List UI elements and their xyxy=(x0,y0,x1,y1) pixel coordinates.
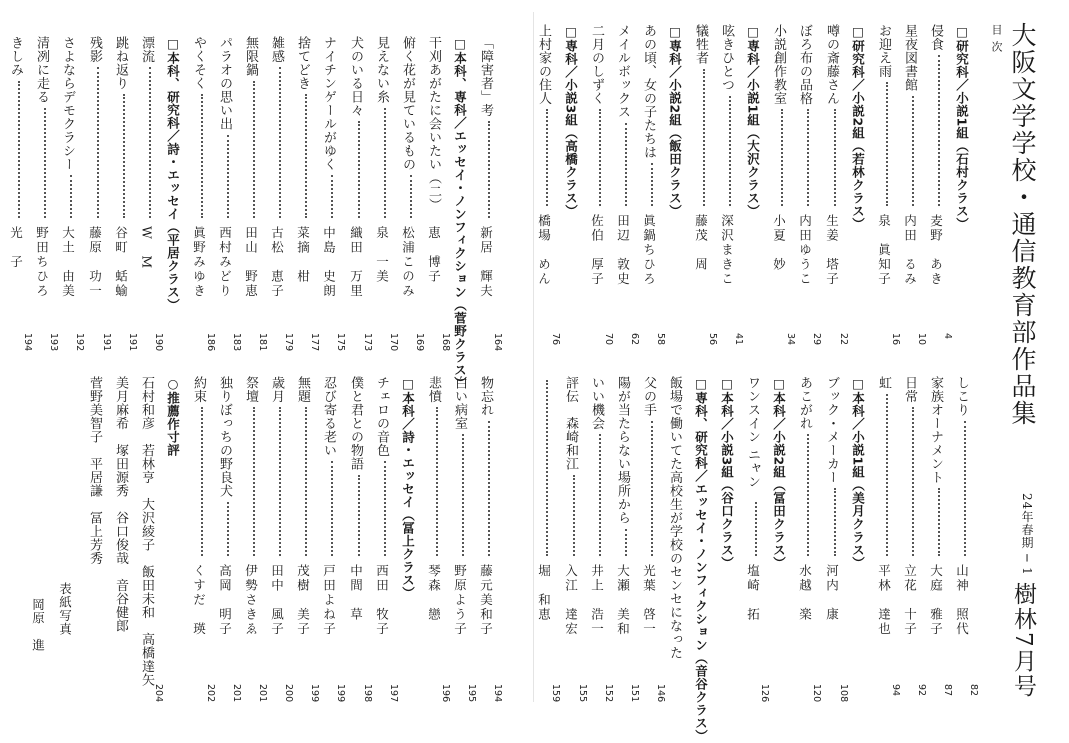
entry-author: 堀 和恵 xyxy=(536,564,552,622)
entry-title: 祭壇 xyxy=(243,376,258,403)
issue-label: 24年春期 ─ 1 xyxy=(1020,493,1034,576)
contents-line: 美月麻希 塚田源秀 谷口俊哉 音谷健郎 xyxy=(113,376,128,633)
entry-title: メイルボックス xyxy=(615,24,630,119)
page-number: 202 xyxy=(205,684,216,703)
page-number: 177 xyxy=(309,333,320,352)
entry-author: 田辺 敦史 xyxy=(615,214,631,287)
section-header: ○推薦作寸評 xyxy=(165,376,181,457)
dot-leader xyxy=(651,421,653,557)
page-number: 58 xyxy=(655,333,666,346)
toc-entry xyxy=(8,0,33,715)
entry-author: 琴森 戀 xyxy=(426,564,442,622)
entry-author: 恵 博子 xyxy=(426,226,442,284)
entry-title: 日常 xyxy=(902,376,917,403)
page-number: 87 xyxy=(942,684,953,697)
entry-title: 干刈あがたに会いたい（二） xyxy=(426,36,441,212)
toc-entry xyxy=(824,0,849,715)
entry-author: 松浦このみ xyxy=(400,226,416,299)
entry-author: 佐伯 厚子 xyxy=(589,214,605,287)
page-number: 159 xyxy=(550,684,561,703)
page-number: 181 xyxy=(257,333,268,352)
page-number: 186 xyxy=(205,333,216,352)
entry-author: 小夏 妙 xyxy=(771,214,787,272)
dot-leader xyxy=(331,461,333,556)
journal-name: 樹林7月号 xyxy=(1010,582,1036,699)
toc-entry xyxy=(563,0,588,715)
entry-author: 藤原 功一 xyxy=(87,226,103,299)
entry-title: 見えない糸 xyxy=(374,36,389,104)
entry-title: ブック・メーカー xyxy=(824,376,839,484)
toc-entry xyxy=(374,0,399,715)
page-number: 168 xyxy=(440,333,451,352)
dot-leader xyxy=(938,488,940,556)
page-number: 197 xyxy=(388,684,399,703)
entry-title: ナイチンゲールがゆく xyxy=(321,36,336,171)
page-number: 173 xyxy=(362,333,373,352)
entry-title: 捨てどき xyxy=(295,36,310,90)
entry-author: 内田ゆうこ xyxy=(797,214,813,287)
entry-author: 生姜 塔子 xyxy=(824,214,840,287)
page-number: 192 xyxy=(74,333,85,352)
entry-author: 古松 恵子 xyxy=(269,226,285,299)
entry-author: 高岡 明子 xyxy=(217,564,233,637)
toc-entry xyxy=(797,0,822,715)
entry-author: 水越 楽 xyxy=(797,564,813,622)
dot-leader xyxy=(834,488,836,556)
page-number: 201 xyxy=(231,684,242,703)
section-header: □専科／小説1組（大沢クラス） xyxy=(745,24,761,218)
toc-entry xyxy=(348,0,373,715)
entry-author: 内田 るみ xyxy=(902,214,918,287)
entry-author: 深沢まきこ xyxy=(719,214,735,287)
toc-entry xyxy=(87,0,112,715)
section-header: □本科、専科／エッセイ・ノンフィクション（菅野クラス） xyxy=(452,36,468,390)
entry-author: 入江 達宏 xyxy=(563,564,579,637)
entry-title: お迎え雨 xyxy=(876,24,891,78)
entry-author: 泉 一美 xyxy=(374,226,390,284)
page-number: 164 xyxy=(492,333,503,352)
entry-author: 茂樹 美子 xyxy=(295,564,311,637)
entry-title: 犠牲者 xyxy=(693,24,708,65)
entry-title: 無題 xyxy=(295,376,310,403)
dot-leader xyxy=(358,475,360,557)
toc-entry xyxy=(295,0,320,715)
dot-leader xyxy=(123,94,125,218)
entry-title: 清冽に走る xyxy=(34,36,49,104)
page-number: 62 xyxy=(629,333,640,346)
section-header: □研究科／小説1組（石村クラス） xyxy=(954,24,970,231)
entry-author: 平林 達也 xyxy=(876,564,892,637)
entry-title: さよならデモクラシー xyxy=(60,36,75,171)
contents-line: 石村和彦 若林亨 大沢綾子 飯田未和 高橋達矢 xyxy=(139,376,154,687)
page-number: 76 xyxy=(550,333,561,346)
page-number: 10 xyxy=(916,333,927,346)
entry-title: あこがれ xyxy=(797,376,812,430)
dot-leader xyxy=(410,175,412,218)
section-header: □研究科／小説2組（若林クラス） xyxy=(850,24,866,231)
dot-leader xyxy=(625,529,627,557)
entry-author: 藤元美和子 xyxy=(478,564,494,637)
entry-title: 無限鍋 xyxy=(243,36,258,77)
entry-author: 中島 史朗 xyxy=(321,226,337,299)
section-header: □専科／小説2組（飯田クラス） xyxy=(667,24,683,218)
entry-author: くすだ 瑛 xyxy=(191,564,207,637)
page-number: 29 xyxy=(811,333,822,346)
entry-author: 大土 由美 xyxy=(60,226,76,299)
page-number: 120 xyxy=(811,684,822,703)
page-number: 4 xyxy=(942,333,953,340)
page-number: 183 xyxy=(231,333,242,352)
section-header: □本科／小説1組（美月クラス） xyxy=(850,376,866,570)
dot-leader xyxy=(703,69,705,207)
dot-leader xyxy=(488,421,490,557)
page-number: 190 xyxy=(153,333,164,352)
entry-title: 小説創作教室 xyxy=(771,24,786,105)
dot-leader xyxy=(227,502,229,557)
entry-title: 忍び寄る老い xyxy=(321,376,336,457)
entry-title: 漂流 xyxy=(139,36,154,63)
dot-leader xyxy=(97,67,99,218)
entry-author: 藤茂 周 xyxy=(693,214,709,272)
dot-leader xyxy=(729,96,731,207)
toc-entry xyxy=(191,0,216,715)
entry-author: 戸田よね子 xyxy=(321,564,337,637)
entry-title: 「障害者」考 xyxy=(478,36,493,117)
section-header: □本科／小説3組（谷口クラス） xyxy=(719,376,735,570)
page-number: 146 xyxy=(655,684,666,703)
entry-author: 伊勢さきゑ xyxy=(243,564,259,637)
entry-author: 光葉 啓一 xyxy=(641,564,657,637)
entry-title: 白い病室 xyxy=(452,376,467,430)
page-number: 155 xyxy=(577,684,588,703)
dot-leader xyxy=(279,407,281,556)
entry-author: 織田 万里 xyxy=(348,226,364,299)
page-number: 191 xyxy=(101,333,112,352)
toc-entry xyxy=(269,0,294,715)
dot-leader xyxy=(201,407,203,556)
page-number: 126 xyxy=(759,684,770,703)
page-number: 94 xyxy=(890,684,901,697)
page-number: 108 xyxy=(838,684,849,703)
section-header: □本科／小説2組（冨田クラス） xyxy=(771,376,787,570)
page-number: 41 xyxy=(733,333,744,346)
entry-author: 野田ちひろ xyxy=(34,226,50,299)
page-number: 34 xyxy=(785,333,796,346)
section-header: □専科、研究科／エッセイ・ノンフィクション（音谷クラス） xyxy=(693,376,709,743)
page-number: 194 xyxy=(492,684,503,703)
entry-author: 光 子 xyxy=(8,226,24,270)
page-number: 193 xyxy=(48,333,59,352)
dot-leader xyxy=(781,109,783,206)
entry-title: 上村家の住人 xyxy=(536,24,551,105)
section-header: □本科／詩・エッセイ（冨上クラス） xyxy=(400,376,416,600)
page-number: 169 xyxy=(414,333,425,352)
dot-leader xyxy=(462,434,464,556)
dot-leader xyxy=(70,175,72,218)
page-number: 92 xyxy=(916,684,927,697)
entry-author: 野原よう子 xyxy=(452,564,468,637)
toc-entry xyxy=(771,0,796,715)
contents-label: 目次 xyxy=(990,24,1003,58)
entry-title: 跳ね返り xyxy=(113,36,128,90)
entry-author: 泉 眞知子 xyxy=(876,214,892,287)
entry-title: 呟きひとつ xyxy=(719,24,734,92)
dot-leader xyxy=(599,434,601,556)
section-header: □本科、研究科／詩・エッセイ（平居クラス） xyxy=(165,36,181,312)
entry-author: 眞野みゆき xyxy=(191,226,207,299)
toc-entry xyxy=(641,0,666,715)
entry-author: 橋場 めん xyxy=(536,214,552,287)
page-number: 175 xyxy=(335,333,346,352)
entry-title: 陽が当たらない場所から xyxy=(615,376,630,525)
entry-title: やくそく xyxy=(191,36,206,90)
entry-title: 犬のいる日々 xyxy=(348,36,363,117)
entry-author: 井上 浩一 xyxy=(589,564,605,637)
entry-title: 悲憤 xyxy=(426,376,441,403)
entry-title: きしみ xyxy=(8,36,23,77)
toc-entry xyxy=(452,0,477,715)
toc-entry xyxy=(478,0,503,715)
entry-title: 家族オーナメント xyxy=(928,376,943,484)
entry-title: 約束 xyxy=(191,376,206,403)
entry-title: パラオの思い出 xyxy=(217,36,232,131)
dot-leader xyxy=(755,502,757,557)
entry-title: あの頃、女の子たちは xyxy=(641,24,656,159)
dot-leader xyxy=(253,407,255,556)
dot-leader xyxy=(149,67,151,218)
entry-title: ワンスイン ニャン xyxy=(745,376,760,489)
section-header: □専科／小説3組（高橋クラス） xyxy=(563,24,579,218)
entry-title: 星夜図書館 xyxy=(902,24,917,92)
page-number: 16 xyxy=(890,333,901,346)
toc-entry xyxy=(217,0,242,715)
dot-leader xyxy=(436,407,438,556)
entry-author: 谷町 蛞蝓 xyxy=(113,226,129,299)
page-number: 179 xyxy=(283,333,294,352)
page-number: 191 xyxy=(127,333,138,352)
toc-entry xyxy=(536,0,561,715)
toc-entry xyxy=(60,0,85,715)
entry-author: 西田 牧子 xyxy=(374,564,390,637)
page-number: 194 xyxy=(22,333,33,352)
entry-title: 噂の斎藤さん xyxy=(824,24,839,105)
page-number: 196 xyxy=(440,684,451,703)
entry-title: 評伝 森崎和江 xyxy=(563,376,578,471)
dot-leader xyxy=(886,394,888,557)
entry-title: 俯く花が見ているもの xyxy=(400,36,415,171)
entry-author: 新居 輝夫 xyxy=(478,226,494,299)
entry-title: 歳月 xyxy=(269,376,284,403)
page-number: 152 xyxy=(603,684,614,703)
entry-author: 立花 十子 xyxy=(902,564,918,637)
page-number: 56 xyxy=(707,333,718,346)
entry-title: 独りぼっちの野良犬 xyxy=(217,376,232,498)
entry-author: 田山 野恵 xyxy=(243,226,259,299)
toc-entry xyxy=(954,0,979,715)
center-gutter xyxy=(533,12,534,702)
entry-title: しこり xyxy=(954,376,969,417)
toc-entry xyxy=(426,0,451,715)
entry-title: チェロの音色 xyxy=(374,376,389,457)
entry-title: 残影 xyxy=(87,36,102,63)
dot-leader xyxy=(384,461,386,556)
cover-photo-label: 表紙写真 xyxy=(57,582,73,636)
toc-entry xyxy=(902,0,927,715)
dot-leader xyxy=(305,407,307,556)
entry-author: 大庭 雅子 xyxy=(928,564,944,637)
entry-title: ぼろ布の品格 xyxy=(797,24,812,105)
toc-entry xyxy=(719,0,744,715)
entry-author: 西村みどり xyxy=(217,226,233,299)
toc-entry xyxy=(745,0,770,715)
entry-author: 河内 康 xyxy=(824,564,840,622)
page-number: 22 xyxy=(838,333,849,346)
toc-entry xyxy=(928,0,953,715)
page-number: 199 xyxy=(309,684,320,703)
entry-title: 侵食 xyxy=(928,24,943,51)
toc-entry xyxy=(243,0,268,715)
page-number: 82 xyxy=(968,684,979,697)
toc-entry xyxy=(589,0,614,715)
page-number: 199 xyxy=(335,684,346,703)
entry-author: 田中 風子 xyxy=(269,564,285,637)
dot-leader xyxy=(546,380,548,556)
entry-title: 物忘れ xyxy=(478,376,493,417)
page-number: 201 xyxy=(257,684,268,703)
dot-leader xyxy=(964,421,966,557)
entry-author: 麦野 あき xyxy=(928,214,944,287)
entry-author: W M xyxy=(139,226,155,271)
dot-leader xyxy=(807,434,809,556)
page-number: 70 xyxy=(603,333,614,346)
entry-author: 中間 草 xyxy=(348,564,364,622)
entry-author: 山神 照代 xyxy=(954,564,970,637)
entry-title: 父の手 xyxy=(641,376,656,417)
page-number: 198 xyxy=(362,684,373,703)
contents-line: 菅野美智子 平居謙 冨上芳秀 xyxy=(87,376,102,565)
entry-title: 二月のしずく xyxy=(589,24,604,105)
page-number: 200 xyxy=(283,684,294,703)
entry-title: 僕と君との物語 xyxy=(348,376,363,471)
toc-entry xyxy=(400,0,425,715)
entry-title: 虹 xyxy=(876,376,891,390)
dot-leader xyxy=(573,475,575,557)
page-number: 195 xyxy=(466,684,477,703)
collection-title: 大阪文学学校・通信教育部作品集 xyxy=(1008,22,1037,427)
entry-title: いい機会 xyxy=(589,376,604,430)
toc-entry xyxy=(34,0,59,715)
page-number: 151 xyxy=(629,684,640,703)
contents-line: 飯場で働いてた高校生が学校のセンセになった xyxy=(667,376,682,660)
cover-photo-name: 岡原 進 xyxy=(30,598,46,652)
page-number: 170 xyxy=(388,333,399,352)
toc-entry xyxy=(876,0,901,715)
entry-author: 菜摘 柑 xyxy=(295,226,311,284)
entry-title: 雑感 xyxy=(269,36,284,63)
page-number: 204 xyxy=(153,684,164,703)
toc-entry xyxy=(615,0,640,715)
toc-entry xyxy=(321,0,346,715)
entry-author: 大瀬 美和 xyxy=(615,564,631,637)
dot-leader xyxy=(18,81,20,219)
entry-author: 塩崎 拓 xyxy=(745,564,761,622)
entry-author: 眞鍋ちひろ xyxy=(641,214,657,287)
dot-leader xyxy=(912,407,914,556)
dot-leader xyxy=(44,108,46,219)
